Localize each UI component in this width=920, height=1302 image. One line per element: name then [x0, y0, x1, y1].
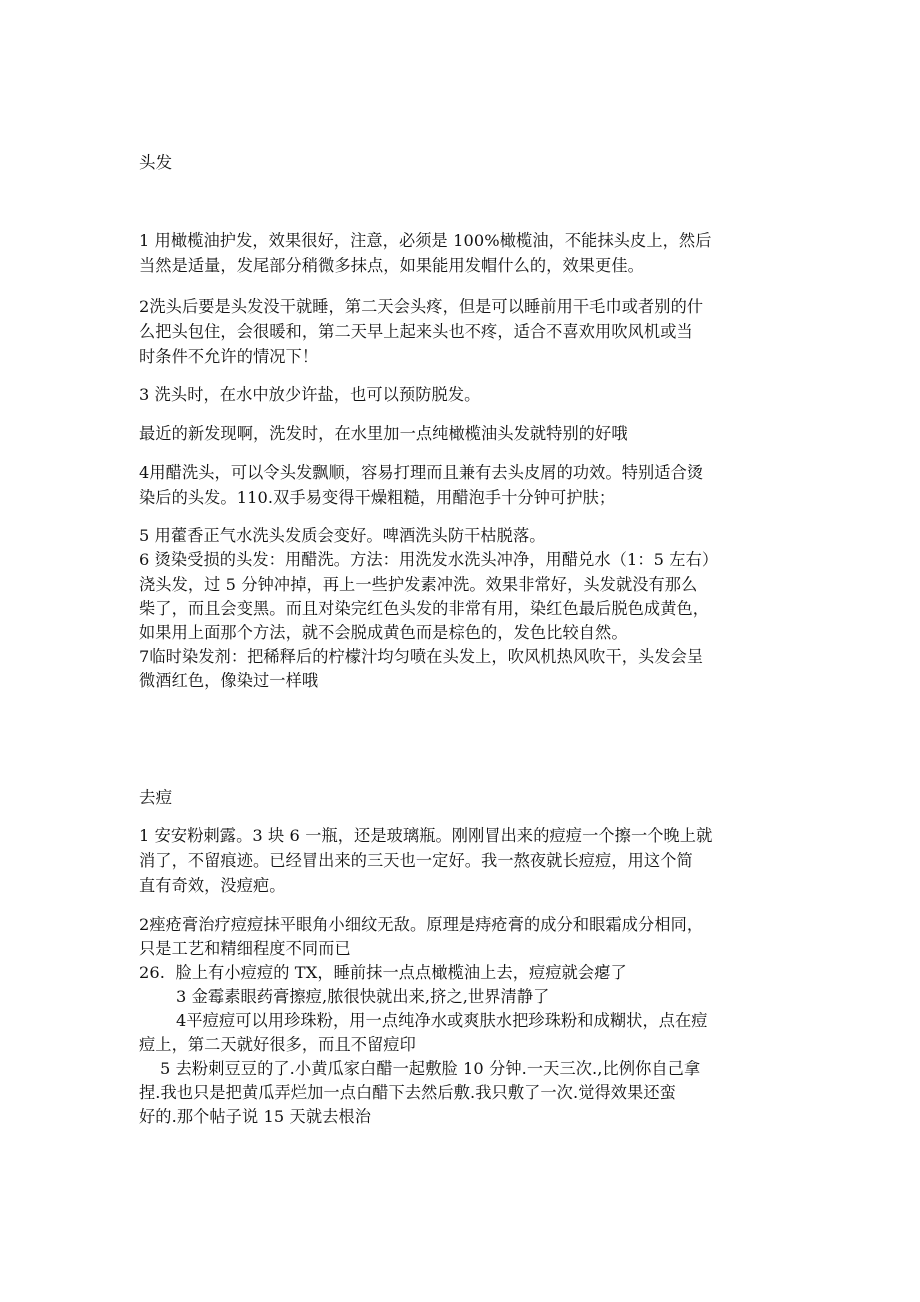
hair-line: 么把头包住，会很暖和，第二天早上起来头也不疼，适合不喜欢用吹风机或当: [139, 322, 693, 341]
acne-line: 3 金霉素眼药膏擦痘,脓很快就出来,挤之,世界清静了: [176, 987, 550, 1006]
hair-line: 时条件不允许的情况下！: [139, 347, 319, 366]
hair-line: 微酒红色，像染过一样哦: [139, 671, 319, 690]
hair-line: 最近的新发现啊，洗发时，在水里加一点纯橄榄油头发就特别的好哦: [139, 424, 628, 443]
hair-line: 7临时染发剂：把稀释后的柠檬汁均匀喷在头发上，吹风机热风吹干，头发会呈: [139, 647, 704, 666]
hair-line: 3 洗头时，在水中放少许盐，也可以预防脱发。: [139, 385, 481, 404]
hair-line: 当然是适量，发尾部分稍微多抹点，如果能用发帽什么的，效果更佳。: [139, 256, 644, 275]
hair-line: 6 烫染受损的头发：用醋洗。方法：用洗发水洗头冲净，用醋兑水（1：5 左右）: [139, 550, 719, 569]
hair-line: 4用醋洗头，可以令头发飘顺，容易打理而且兼有去头皮屑的功效。特别适合烫: [139, 463, 704, 482]
hair-line: 柴了，而且会变黑。而且对染完红色头发的非常有用，染红色最后脱色成黄色，: [139, 599, 710, 618]
acne-line: 消了，不留痕迹。已经冒出来的三天也一定好。我一熬夜就长痘痘，用这个简: [139, 851, 693, 870]
acne-line: 捏.我也只是把黄瓜弄烂加一点白醋下去然后敷.我只敷了一次.觉得效果还蛮: [139, 1083, 676, 1102]
acne-line: 痘上，第二天就好很多，而且不留痘印: [139, 1035, 416, 1054]
acne-line: 4平痘痘可以用珍珠粉，用一点纯净水或爽肤水把珍珠粉和成糊状，点在痘: [176, 1011, 708, 1030]
section-heading-acne: 去痘: [139, 788, 173, 807]
section-heading-hair: 头发: [139, 153, 173, 172]
hair-line: 染后的头发。110.双手易变得干燥粗糙，用醋泡手十分钟可护肤；: [139, 488, 616, 507]
acne-line: 1 安安粉刺露。3 块 6 一瓶，还是玻璃瓶。刚刚冒出来的痘痘一个擦一个晚上就: [139, 826, 713, 845]
acne-line: 26. 脸上有小痘痘的 TX，睡前抹一点点橄榄油上去，痘痘就会瘪了: [139, 963, 627, 982]
hair-line: 1 用橄榄油护发，效果很好，注意，必须是 100%橄榄油，不能抹头皮上，然后: [139, 231, 712, 250]
acne-line: 好的.那个帖子说 15 天就去根治: [139, 1107, 371, 1126]
acne-line: 只是工艺和精细程度不同而已: [139, 939, 351, 958]
hair-line: 5 用藿香正气水洗头发质会变好。啤酒洗头防干枯脱落。: [139, 526, 546, 545]
hair-line: 如果用上面那个方法，就不会脱成黄色而是棕色的，发色比较自然。: [139, 623, 628, 642]
acne-line: 直有奇效，没痘疤。: [139, 876, 286, 895]
acne-line: 2痤疮膏治疗痘痘抹平眼角小细纹无敌。原理是痔疮膏的成分和眼霜成分相同，: [139, 915, 704, 934]
hair-line: 浇头发，过 5 分钟冲掉，再上一些护发素冲洗。效果非常好，头发就没有那么: [139, 575, 698, 594]
hair-line: 2洗头后要是头发没干就睡，第二天会头疼，但是可以睡前用干毛巾或者别的什: [139, 297, 704, 316]
acne-line: 5 去粉刺豆豆的了.小黄瓜家白醋一起敷脸 10 分钟.一天三次.,比例你自己拿: [160, 1059, 701, 1078]
